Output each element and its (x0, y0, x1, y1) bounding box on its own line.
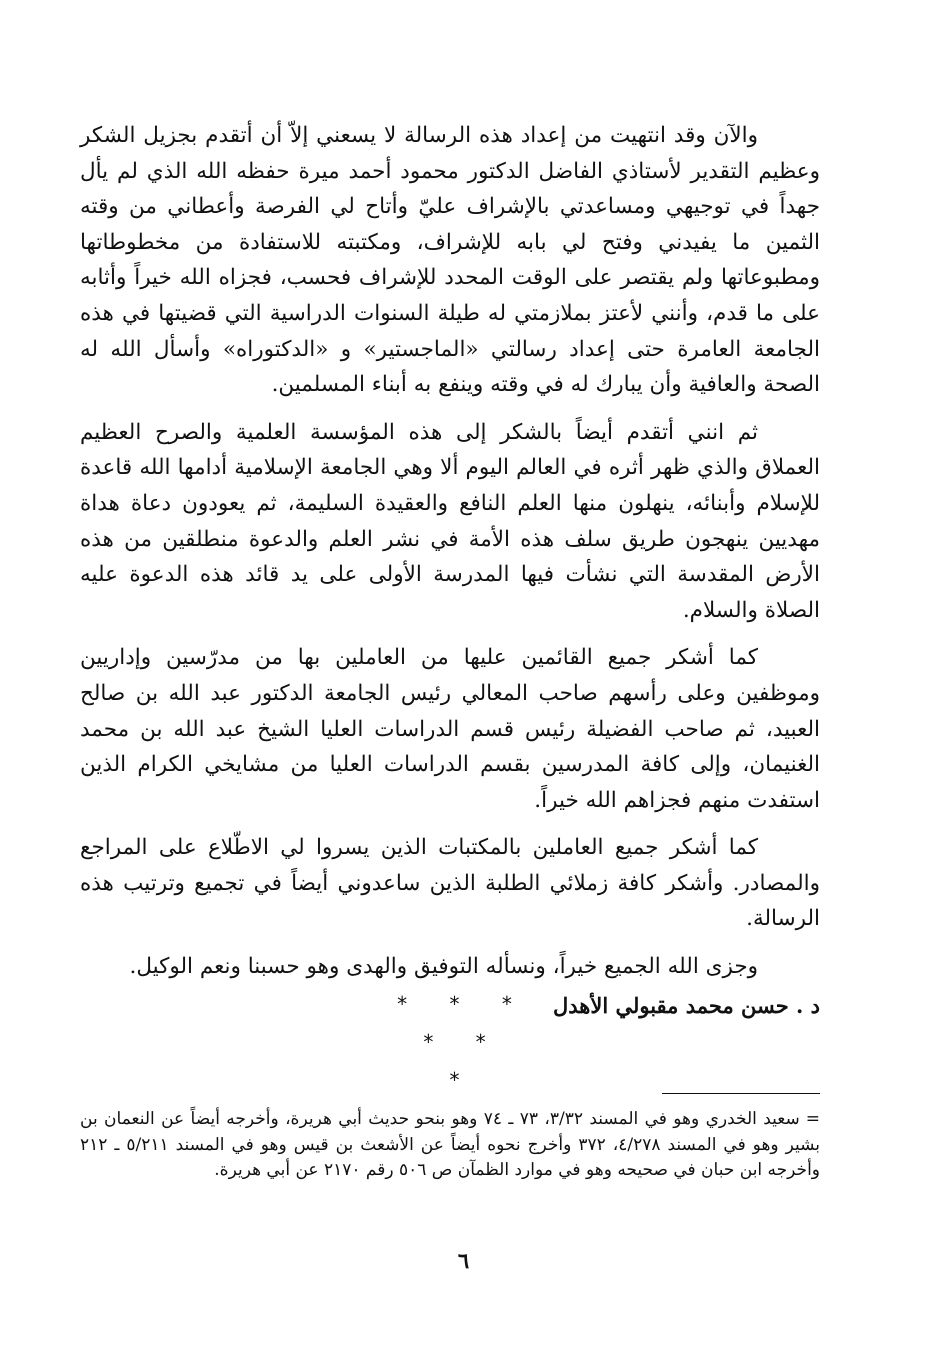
paragraph-thanks-university: ثم انني أتقدم أيضاً بالشكر إلى هذه المؤسسة العلمية والصرح العظيم العملاق والذي ظهر أثره في العالم اليوم ألا وهي الجامعة الإسلامية أدامها الله قاعدة للإسلام وأبنائه، ينهلون منها العلم النافع والعقيدة السليمة، ثم يعودون دعاة هداة مهديين ينهجون طريق سلف هذه الأمة في نشر العلم والدعوة منطلقين من هذه الأرض المقدسة التي نشأت فيها المدرسة الأولى على يد قائد هذه الدعوة عليه الصلاة والسلام. (80, 419, 820, 623)
author-signature: د . حسن محمد مقبولي الأهدل (552, 992, 820, 1018)
footnote-text: سعيد الخدري وهو في المسند ٣/٣٢، ٧٣ ـ ٧٤ وهو بنحو حديث أبي هريرة، وأخرجه أيضاً عن النعمان بن بشير وهو في المسند ٤/٢٧٨، ٣٧٢ وأخرج نحوه أيضاً عن الأشعث بن قيس وهو في المسند ٥/٢١١ ـ ٢١٢ وأخرجه ابن حبان في صحيحه وهو في موارد الظمآن ص ٥٠٦ رقم ٢١٧٠ عن أبي هريرة. (80, 1109, 821, 1180)
section-divider-stars-3: * * * (397, 992, 530, 1016)
footnote (80, 1107, 820, 1184)
paragraph-thanks-supervisor: والآن وقد انتهيت من إعداد هذه الرسالة لا يسعني إلاّ أن أتقدم بجزيل الشكر وعظيم التقدير لأستاذي الفاضل الدكتور محمود أحمد ميرة حفظه الله الذي لم يأل جهداً في توجيهي ومساعدتي بالإشراف عليّ وأتاح لي الفرصة وأعطاني من وقته الثمين ما يفيدني وفتح لي بابه للإشراف، ومكتبته للاستفادة من مخطوطاتها ومطبوعاتها ولم يقتصر على الوقت المحدد للإشراف فحسب، فجزاه الله خيراً وأثابه على ما قدم، وأنني لأعتز بملازمتي له طيلة السنوات الدراسية التي قضيتها في هذه الجامعة العامرة حتى إعداد رسالتي «الماجستير» و «الدكتوراه» وأسأل الله له الصحة والعافية وأن يبارك له في وقته وينفع به أبناء المسلمين. (80, 123, 820, 398)
paragraph-thanks-libraries: كما أشكر جميع العاملين بالمكتبات الذين يسروا لي الاطّلاع على المراجع والمصادر. وأشكر كافة زملائي الطلبة الذين ساعدوني أيضاً في تجميع وترتيب هذه الرسالة. (80, 835, 820, 932)
footnote-separator (662, 1093, 820, 1094)
section-divider-stars-2: * * (423, 1030, 504, 1054)
closing-line: وجزى الله الجميع خيراً، ونسأله التوفيق والهدى وهو حسبنا ونعم الوكيل. (129, 954, 758, 980)
paragraph-thanks-staff: كما أشكر جميع القائمين عليها من العاملين بها من مدرّسين وإداريين وموظفين وعلى رأسهم صاحب المعالي رئيس الجامعة الدكتور عبد الله بن صالح العبيد، ثم صاحب الفضيلة رئيس قسم الدراسات العليا الشيخ عبد الله بن محمد الغنيمان، وإلى كافة المدرسين بقسم الدراسات العليا من مشايخي الكرام الذين استفدت منهم فجزاهم الله خيراً. (80, 645, 820, 813)
section-divider-stars-1: * (449, 1068, 478, 1092)
footnote-marker: = (805, 1109, 821, 1129)
page-number: ٦ (457, 1248, 470, 1273)
acknowledgement-body (80, 118, 820, 1023)
